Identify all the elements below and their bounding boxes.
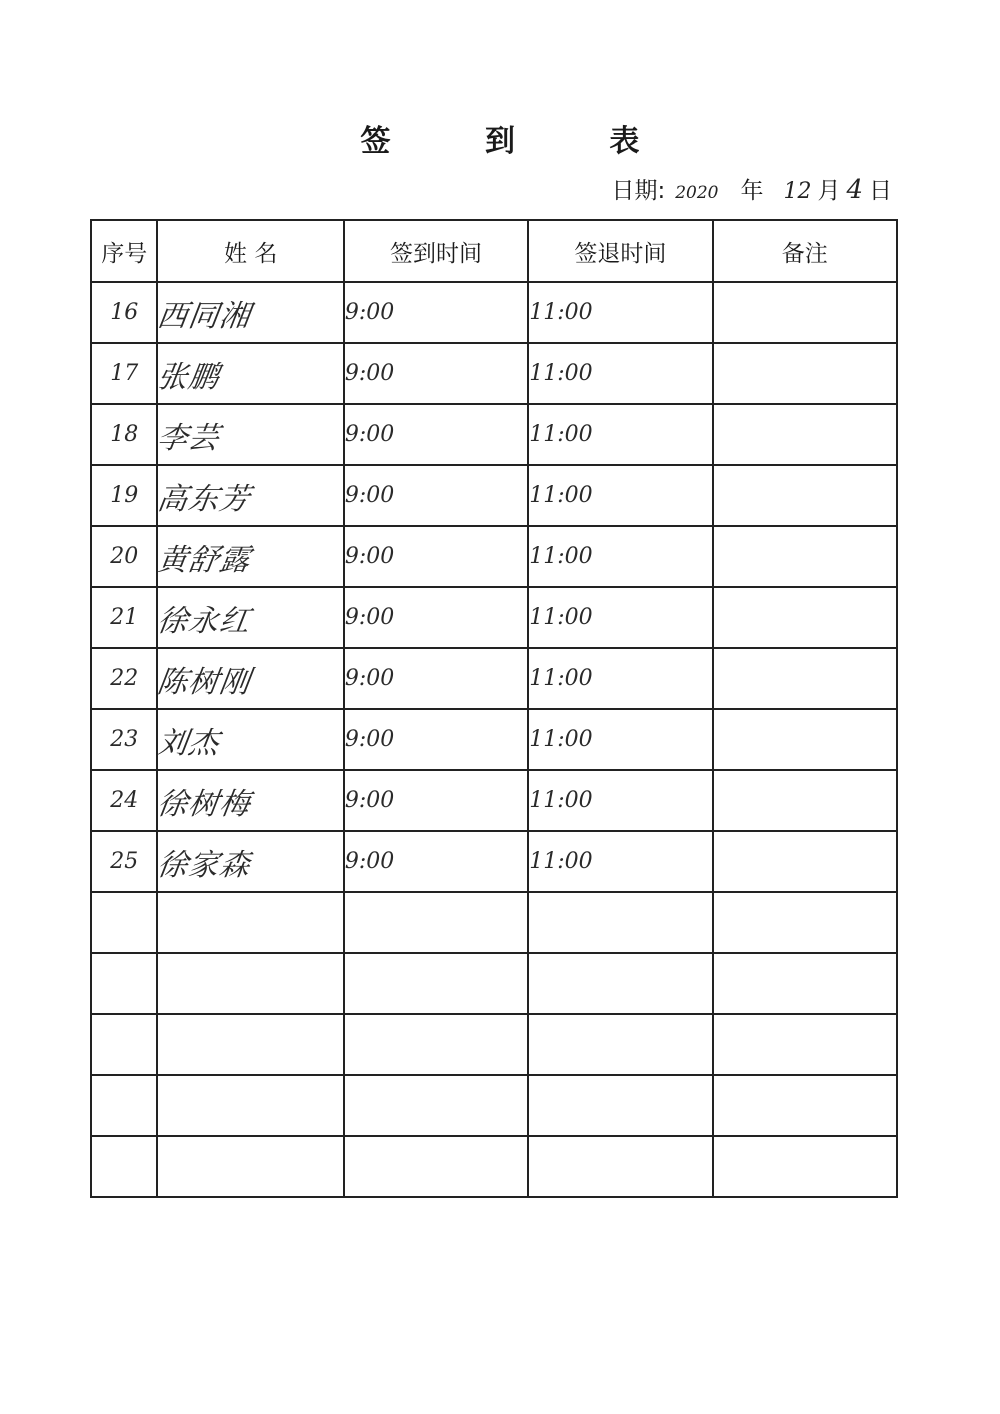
row-number: 17 bbox=[110, 361, 139, 386]
checkin-time-cell bbox=[344, 1136, 528, 1197]
note-cell bbox=[713, 709, 897, 770]
checkin-time-cell bbox=[344, 770, 528, 831]
header-name: 姓 名 bbox=[157, 220, 343, 282]
checkout-time: 11:00 bbox=[529, 666, 593, 691]
table-row bbox=[91, 587, 897, 648]
checkin-time-cell bbox=[344, 648, 528, 709]
table-row bbox=[91, 282, 897, 343]
note-cell bbox=[713, 1014, 897, 1075]
signature-name-cell bbox=[157, 1136, 343, 1197]
checkin-time-cell bbox=[344, 709, 528, 770]
date-month-unit: 月 bbox=[817, 178, 841, 204]
checkin-time-cell bbox=[344, 1014, 528, 1075]
table-row bbox=[91, 526, 897, 587]
date-year: 2020 bbox=[675, 183, 719, 203]
date-label: 日期: bbox=[611, 178, 666, 204]
row-number: 19 bbox=[110, 483, 139, 508]
checkout-time: 11:00 bbox=[529, 483, 593, 508]
row-number: 16 bbox=[110, 300, 139, 325]
note-cell bbox=[713, 648, 897, 709]
row-number-cell bbox=[91, 1136, 157, 1197]
row-number-cell bbox=[91, 526, 157, 587]
row-number-cell bbox=[91, 1075, 157, 1136]
signature-name-cell bbox=[157, 282, 343, 343]
signature-name-cell bbox=[157, 1075, 343, 1136]
signature-name: 西同湘 bbox=[155, 298, 254, 334]
checkout-time-cell bbox=[528, 282, 712, 343]
sign-in-table bbox=[90, 219, 898, 1198]
row-number-cell bbox=[91, 953, 157, 1014]
date-day: 4 bbox=[846, 175, 863, 205]
checkin-time: 9:00 bbox=[344, 605, 395, 630]
row-number: 23 bbox=[110, 727, 139, 752]
checkin-time-cell bbox=[344, 1075, 528, 1136]
row-number: 20 bbox=[110, 544, 139, 569]
row-number: 21 bbox=[110, 605, 139, 630]
checkout-time-cell bbox=[528, 465, 712, 526]
header-checkout: 签退时间 bbox=[528, 220, 712, 282]
checkout-time: 11:00 bbox=[529, 300, 593, 325]
note-cell bbox=[713, 465, 897, 526]
date-year-unit: 年 bbox=[740, 178, 764, 204]
checkin-time: 9:00 bbox=[344, 422, 395, 447]
note-cell bbox=[713, 282, 897, 343]
checkin-time: 9:00 bbox=[344, 788, 395, 813]
checkout-time-cell bbox=[528, 343, 712, 404]
signature-name-cell bbox=[157, 892, 343, 953]
checkout-time: 11:00 bbox=[529, 849, 593, 874]
checkin-time: 9:00 bbox=[344, 544, 395, 569]
checkout-time-cell bbox=[528, 1014, 712, 1075]
signature-name-cell bbox=[157, 587, 343, 648]
note-cell bbox=[713, 343, 897, 404]
checkout-time: 11:00 bbox=[529, 544, 593, 569]
date-month: 12 bbox=[783, 179, 812, 204]
signature-name: 徐永红 bbox=[155, 603, 254, 639]
checkin-time: 9:00 bbox=[344, 727, 395, 752]
checkout-time-cell bbox=[528, 526, 712, 587]
checkout-time-cell bbox=[528, 1075, 712, 1136]
signature-name-cell bbox=[157, 1014, 343, 1075]
row-number: 24 bbox=[110, 788, 139, 813]
row-number-cell bbox=[91, 343, 157, 404]
row-number-cell bbox=[91, 1014, 157, 1075]
table-body bbox=[91, 282, 897, 1197]
row-number-cell bbox=[91, 709, 157, 770]
checkin-time-cell bbox=[344, 892, 528, 953]
row-number-cell bbox=[91, 831, 157, 892]
checkin-time-cell bbox=[344, 465, 528, 526]
signature-name: 刘杰 bbox=[155, 725, 223, 761]
table-row bbox=[91, 1136, 897, 1197]
checkin-time-cell bbox=[344, 953, 528, 1014]
note-cell bbox=[713, 831, 897, 892]
checkin-time: 9:00 bbox=[344, 849, 395, 874]
note-cell bbox=[713, 770, 897, 831]
note-cell bbox=[713, 1136, 897, 1197]
note-cell bbox=[713, 892, 897, 953]
signature-name-cell bbox=[157, 648, 343, 709]
checkin-time-cell bbox=[344, 282, 528, 343]
checkout-time: 11:00 bbox=[529, 422, 593, 447]
checkout-time-cell bbox=[528, 770, 712, 831]
note-cell bbox=[713, 953, 897, 1014]
date-day-unit: 日 bbox=[869, 178, 892, 204]
checkout-time: 11:00 bbox=[529, 727, 593, 752]
row-number-cell bbox=[91, 587, 157, 648]
row-number: 25 bbox=[110, 849, 139, 874]
checkout-time-cell bbox=[528, 709, 712, 770]
note-cell bbox=[713, 526, 897, 587]
checkout-time-cell bbox=[528, 831, 712, 892]
row-number-cell bbox=[91, 648, 157, 709]
checkin-time: 9:00 bbox=[344, 666, 395, 691]
table-row bbox=[91, 343, 897, 404]
note-cell bbox=[713, 404, 897, 465]
signature-name: 徐家森 bbox=[155, 847, 254, 883]
note-cell bbox=[713, 587, 897, 648]
checkout-time: 11:00 bbox=[529, 788, 593, 813]
table-row bbox=[91, 465, 897, 526]
checkin-time: 9:00 bbox=[344, 361, 395, 386]
checkin-time: 9:00 bbox=[344, 483, 395, 508]
row-number: 18 bbox=[110, 422, 139, 447]
table-row bbox=[91, 1014, 897, 1075]
page-title: 签 到 表 bbox=[360, 124, 682, 159]
signature-name-cell bbox=[157, 404, 343, 465]
table-row bbox=[91, 648, 897, 709]
checkin-time: 9:00 bbox=[344, 300, 395, 325]
checkout-time: 11:00 bbox=[529, 605, 593, 630]
table-row bbox=[91, 404, 897, 465]
header-checkin: 签到时间 bbox=[344, 220, 528, 282]
table-row bbox=[91, 953, 897, 1014]
checkout-time-cell bbox=[528, 648, 712, 709]
checkin-time-cell bbox=[344, 343, 528, 404]
checkout-time-cell bbox=[528, 587, 712, 648]
table-row bbox=[91, 1075, 897, 1136]
header-note: 备注 bbox=[713, 220, 897, 282]
signature-name: 张鹏 bbox=[155, 359, 223, 395]
checkout-time-cell bbox=[528, 404, 712, 465]
note-cell bbox=[713, 1075, 897, 1136]
row-number-cell bbox=[91, 770, 157, 831]
signature-name-cell bbox=[157, 526, 343, 587]
signature-name: 徐树梅 bbox=[155, 786, 254, 822]
signature-name-cell bbox=[157, 709, 343, 770]
signature-name: 高东芳 bbox=[155, 481, 254, 517]
table-row bbox=[91, 770, 897, 831]
signature-name-cell bbox=[157, 343, 343, 404]
checkout-time-cell bbox=[528, 1136, 712, 1197]
row-number-cell bbox=[91, 465, 157, 526]
row-number: 22 bbox=[110, 666, 139, 691]
row-number-cell bbox=[91, 282, 157, 343]
row-number-cell bbox=[91, 892, 157, 953]
signature-name: 陈树刚 bbox=[155, 664, 254, 700]
checkin-time-cell bbox=[344, 404, 528, 465]
signature-name-cell bbox=[157, 465, 343, 526]
row-number-cell bbox=[91, 404, 157, 465]
signature-name-cell bbox=[157, 770, 343, 831]
table-row bbox=[91, 709, 897, 770]
date-line bbox=[611, 172, 892, 205]
checkout-time-cell bbox=[528, 892, 712, 953]
table-row bbox=[91, 892, 897, 953]
signature-name: 李芸 bbox=[155, 420, 223, 456]
checkin-time-cell bbox=[344, 587, 528, 648]
checkout-time: 11:00 bbox=[529, 361, 593, 386]
signature-name: 黄舒露 bbox=[155, 542, 254, 578]
checkout-time-cell bbox=[528, 953, 712, 1014]
checkin-time-cell bbox=[344, 526, 528, 587]
signature-name-cell bbox=[157, 953, 343, 1014]
header-no: 序号 bbox=[91, 220, 157, 282]
signature-name-cell bbox=[157, 831, 343, 892]
table-row bbox=[91, 831, 897, 892]
table-header-row bbox=[91, 220, 897, 282]
checkin-time-cell bbox=[344, 831, 528, 892]
